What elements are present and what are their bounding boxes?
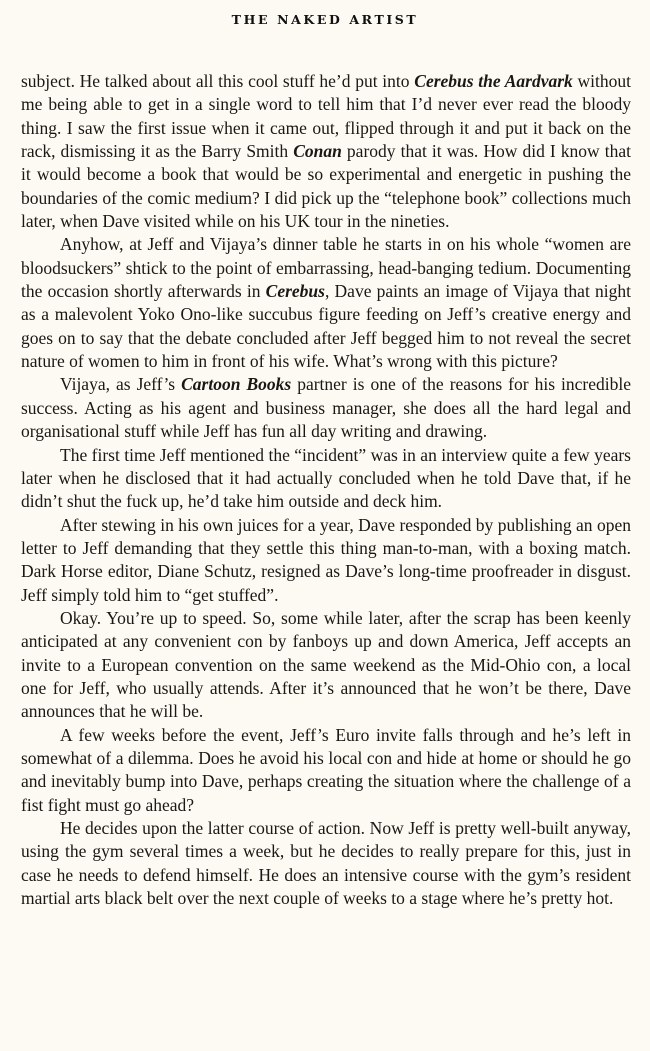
text-run: subject. He talked about all this cool stuff he’d put into: [21, 71, 415, 91]
paragraph-4: [21, 444, 631, 514]
text-run: Vijaya, as Jeff’s: [60, 374, 182, 395]
title-reference: Conan: [293, 141, 342, 162]
paragraph-2: [21, 233, 631, 373]
body-text: [21, 70, 631, 910]
text-run: partner is one of the reasons for his incredible success. Acting as his agent and business manager, she does all the hard legal and organisational stuff while Jeff has fun all day writing and drawing.: [21, 374, 631, 442]
text-run: Okay. You’re up to speed. So, some while later, after the scrap has been keenly anticipated at any convenient con by fanboys up and down America, Jeff accepts an invite to a European convention on the same weekend as the Mid-Ohio con, a local one for Jeff, who usually attends. After it’s announced that he won’t be there, Dave announces that he will be.: [21, 607, 631, 722]
paragraph-3: [21, 373, 631, 443]
text-run: He decides upon the latter course of action. Now Jeff is pretty well-built anyway, using the gym several times a week, but he decides to really prepare for this, just in case he needs to defend himself. He does an intensive course with the gym’s resident martial arts black belt over the next couple of weeks to a stage where he’s pretty hot.: [21, 818, 631, 909]
text-run: without me being able to get in a single word to tell him that I’d never ever read the bloody thing. I saw the first issue when it came out, flipped through it and put it back on the rack, dismissing it as the Barry Smith: [21, 71, 631, 162]
text-run: parody that it was. How did I know that it would become a book that would be so experimental and energetic in pushing the boundaries of the comic medium? I did pick up the “telephone book” collections much later, when Dave visited while on his UK tour in the nineties.: [21, 141, 631, 232]
running-head: THE NAKED ARTIST: [231, 12, 419, 27]
text-run: After stewing in his own juices for a year, Dave responded by publishing an open letter to Jeff demanding that they settle this thing man-to-man, with a boxing match. Dark Horse editor, Diane Schutz, resigned as Dave’s long-time proofreader in disgust. Jeff simply told him to “get stuffed”.: [21, 514, 631, 605]
paragraph-1: [21, 70, 631, 233]
text-run: The first time Jeff mentioned the “incident” was in an interview quite a few years later when he disclosed that it had actually concluded when he told Dave that, if he didn’t shut the fuck up, he’d take him outside and deck him.: [21, 444, 631, 512]
title-reference: Cerebus the Aardvark: [414, 71, 573, 91]
paragraph-8: [21, 817, 631, 910]
text-run: A few weeks before the event, Jeff’s Euro invite falls through and he’s left in somewhat of a dilemma. Does he avoid his local con and hide at home or should he go and inevitably bump into Dave, perhaps creating the situation where the challenge of a fist fight must go ahead?: [21, 724, 631, 815]
text-run: Anyhow, at Jeff and Vijaya’s dinner table he starts in on his whole “women are bloodsuckers” shtick to the point of embarrassing, head-banging tedium. Documenting the occasion shortly afterwards in: [21, 234, 631, 302]
text-run: , Dave paints an image of Vijaya that night as a malevolent Yoko Ono-like succubus figure feeding on Jeff’s creative energy and goes on to say that the debate concluded after Jeff begged him to not reveal the secret nature of women to him in front of his wife. What’s wrong with this picture?: [21, 281, 631, 372]
title-reference: Cerebus: [265, 281, 325, 302]
paragraph-5: [21, 514, 631, 607]
title-reference: Cartoon Books: [181, 374, 292, 395]
paragraph-6: [21, 607, 631, 724]
paragraph-7: [21, 724, 631, 817]
